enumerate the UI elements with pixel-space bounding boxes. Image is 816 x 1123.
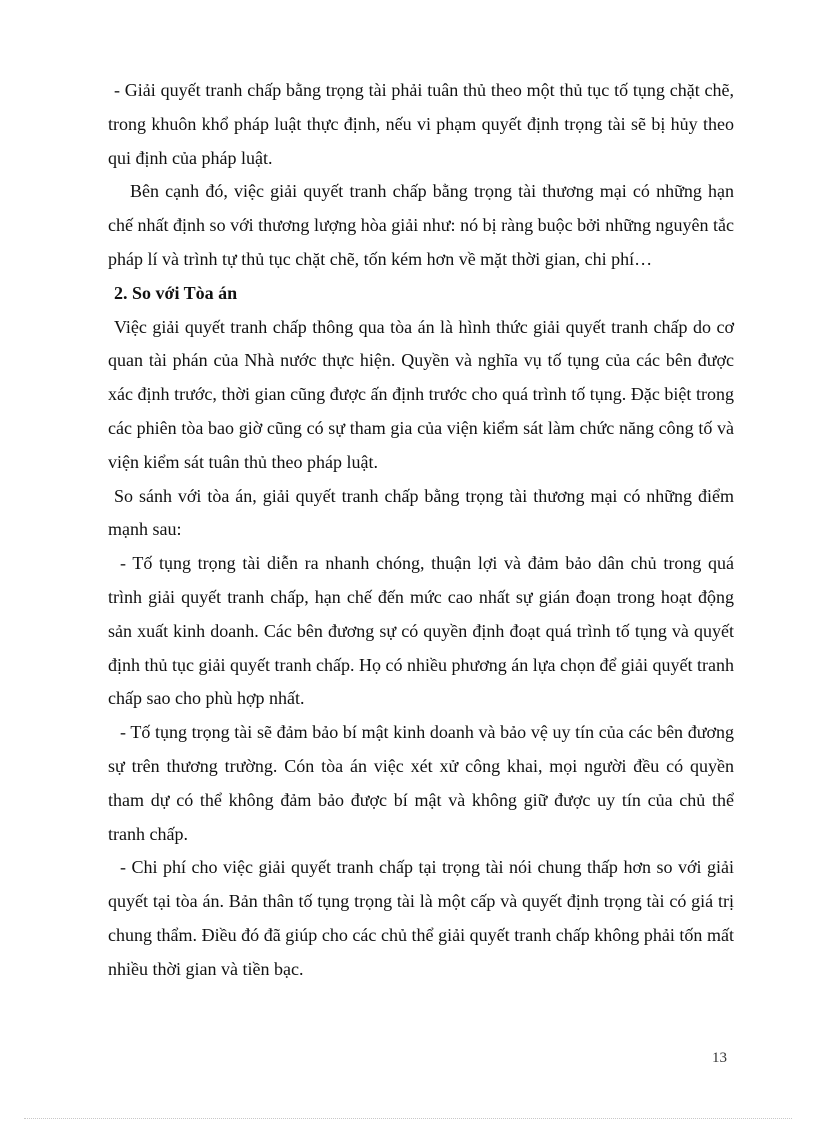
page-body [108,74,734,987]
section-heading-court: 2. So với Tòa án [114,282,238,303]
paragraph-court-description: Việc giải quyết tranh chấp thông qua tòa án là hình thức giải quyết tranh chấp do cơ quan tài phán của Nhà nước thực hiện. Quyền và nghĩa vụ tố tụng của các bên được xác định trước, thời gian cũng được ấn định trước cho quá trình tố tụng. Đặc biệt trong các phiên tòa bao giờ cũng có sự tham gia của viện kiểm sát làm chức năng công tố và viện kiểm sát tuân thủ theo pháp luật. [108,316,734,472]
paragraph-advantage-confidentiality: - Tố tụng trọng tài sẽ đảm bảo bí mật kinh doanh và bảo vệ uy tín của các bên đương sự trên thương trường. Cón tòa án việc xét xử công khai, mọi người đều có quyền tham dự có thể không đảm bảo được bí mật và không giữ được uy tín của chủ thể tranh chấp. [108,722,734,844]
paragraph-arbitration-limitations: Bên cạnh đó, việc giải quyết tranh chấp bằng trọng tài thương mại có những hạn chế nhất định so với thương lượng hòa giải như: nó bị ràng buộc bởi những nguyên tắc pháp lí và trình tự thủ tục chặt chẽ, tốn kém hơn về mặt thời gian, chi phí… [108,181,734,269]
page-number: 13 [712,1050,727,1066]
paragraph-advantage-cost: - Chi phí cho việc giải quyết tranh chấp tại trọng tài nói chung thấp hơn so với giải quyết tại tòa án. Bản thân tố tụng trọng tài là một cấp và quyết định trọng tài có giá trị chung thẩm. Điều đó đã giúp cho các chủ thể giải quyết tranh chấp không phải tốn mất nhiều thời gian và tiền bạc. [108,857,734,979]
page-bottom-divider [24,1118,792,1119]
paragraph-advantage-speed: - Tố tụng trọng tài diễn ra nhanh chóng, thuận lợi và đảm bảo dân chủ trong quá trình giải quyết tranh chấp, hạn chế đến mức cao nhất sự gián đoạn trong hoạt động sản xuất kinh doanh. Các bên đương sự có quyền định đoạt quá trình tố tụng và quyết định thủ tục giải quyết tranh chấp. Họ có nhiều phương án lựa chọn để giải quyết tranh chấp sao cho phù hợp nhất. [108,553,734,709]
paragraph-comparison-intro: So sánh với tòa án, giải quyết tranh chấp bằng trọng tài thương mại có những điểm mạnh sau: [108,485,734,540]
paragraph-arbitration-procedure: - Giải quyết tranh chấp bằng trọng tài phải tuân thủ theo một thủ tục tố tụng chặt chẽ, trong khuôn khổ pháp luật thực định, nếu vi phạm quyết định trọng tài sẽ bị hủy theo qui định của pháp luật. [108,80,734,168]
